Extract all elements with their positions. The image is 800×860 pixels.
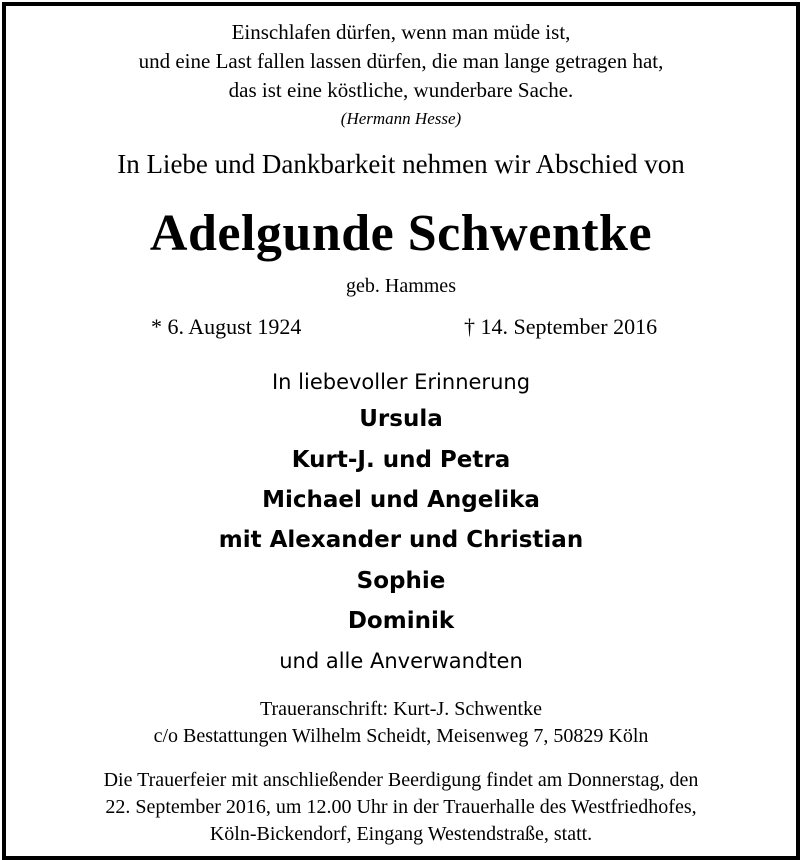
ceremony-line-3: Köln-Bickendorf, Eingang Westendstraße, statt. <box>209 823 593 845</box>
mourners-heading: In liebevoller Erinnerung <box>271 370 531 394</box>
poem-line-1: Einschlafen dürfen, wenn man müde ist, <box>231 20 571 44</box>
obituary-notice <box>2 2 800 860</box>
mourner-name: Sophie <box>356 568 446 594</box>
life-dates <box>6 316 796 342</box>
birth-date: * 6. August 1924 <box>151 314 302 339</box>
poem-author: (Hermann Hesse) <box>340 109 462 128</box>
mourner-name: Ursula <box>359 406 443 432</box>
intro-text: In Liebe und Dankbarkeit nehmen wir Abschied von <box>117 149 685 179</box>
mourner-name: Kurt-J. und Petra <box>291 447 511 473</box>
poem-line-2: und eine Last fallen lassen dürfen, die man lange getragen hat, <box>138 49 664 73</box>
ceremony-line-1: Die Trauerfeier mit anschließender Beerdigung findet am Donnerstag, den <box>103 769 699 791</box>
mourner-name: Dominik <box>347 608 455 634</box>
death-date: † 14. September 2016 <box>464 314 658 339</box>
address-line-2: c/o Bestattungen Wilhelm Scheidt, Meisenweg 7, 50829 Köln <box>153 725 649 747</box>
deceased-name: Adelgunde Schwentke <box>149 205 653 262</box>
mourner-name: Michael und Angelika <box>262 487 540 513</box>
maiden-name: geb. Hammes <box>346 275 456 297</box>
mourners-closing: und alle Anverwandten <box>279 649 523 673</box>
address-line-1: Traueranschrift: Kurt-J. Schwentke <box>260 698 542 720</box>
ceremony-line-2: 22. September 2016, um 12.00 Uhr in der Trauerhalle des Westfriedhofes, <box>105 796 697 818</box>
poem-line-3: das ist eine köstliche, wunderbare Sache. <box>228 78 574 102</box>
mourner-name: mit Alexander und Christian <box>218 527 584 553</box>
